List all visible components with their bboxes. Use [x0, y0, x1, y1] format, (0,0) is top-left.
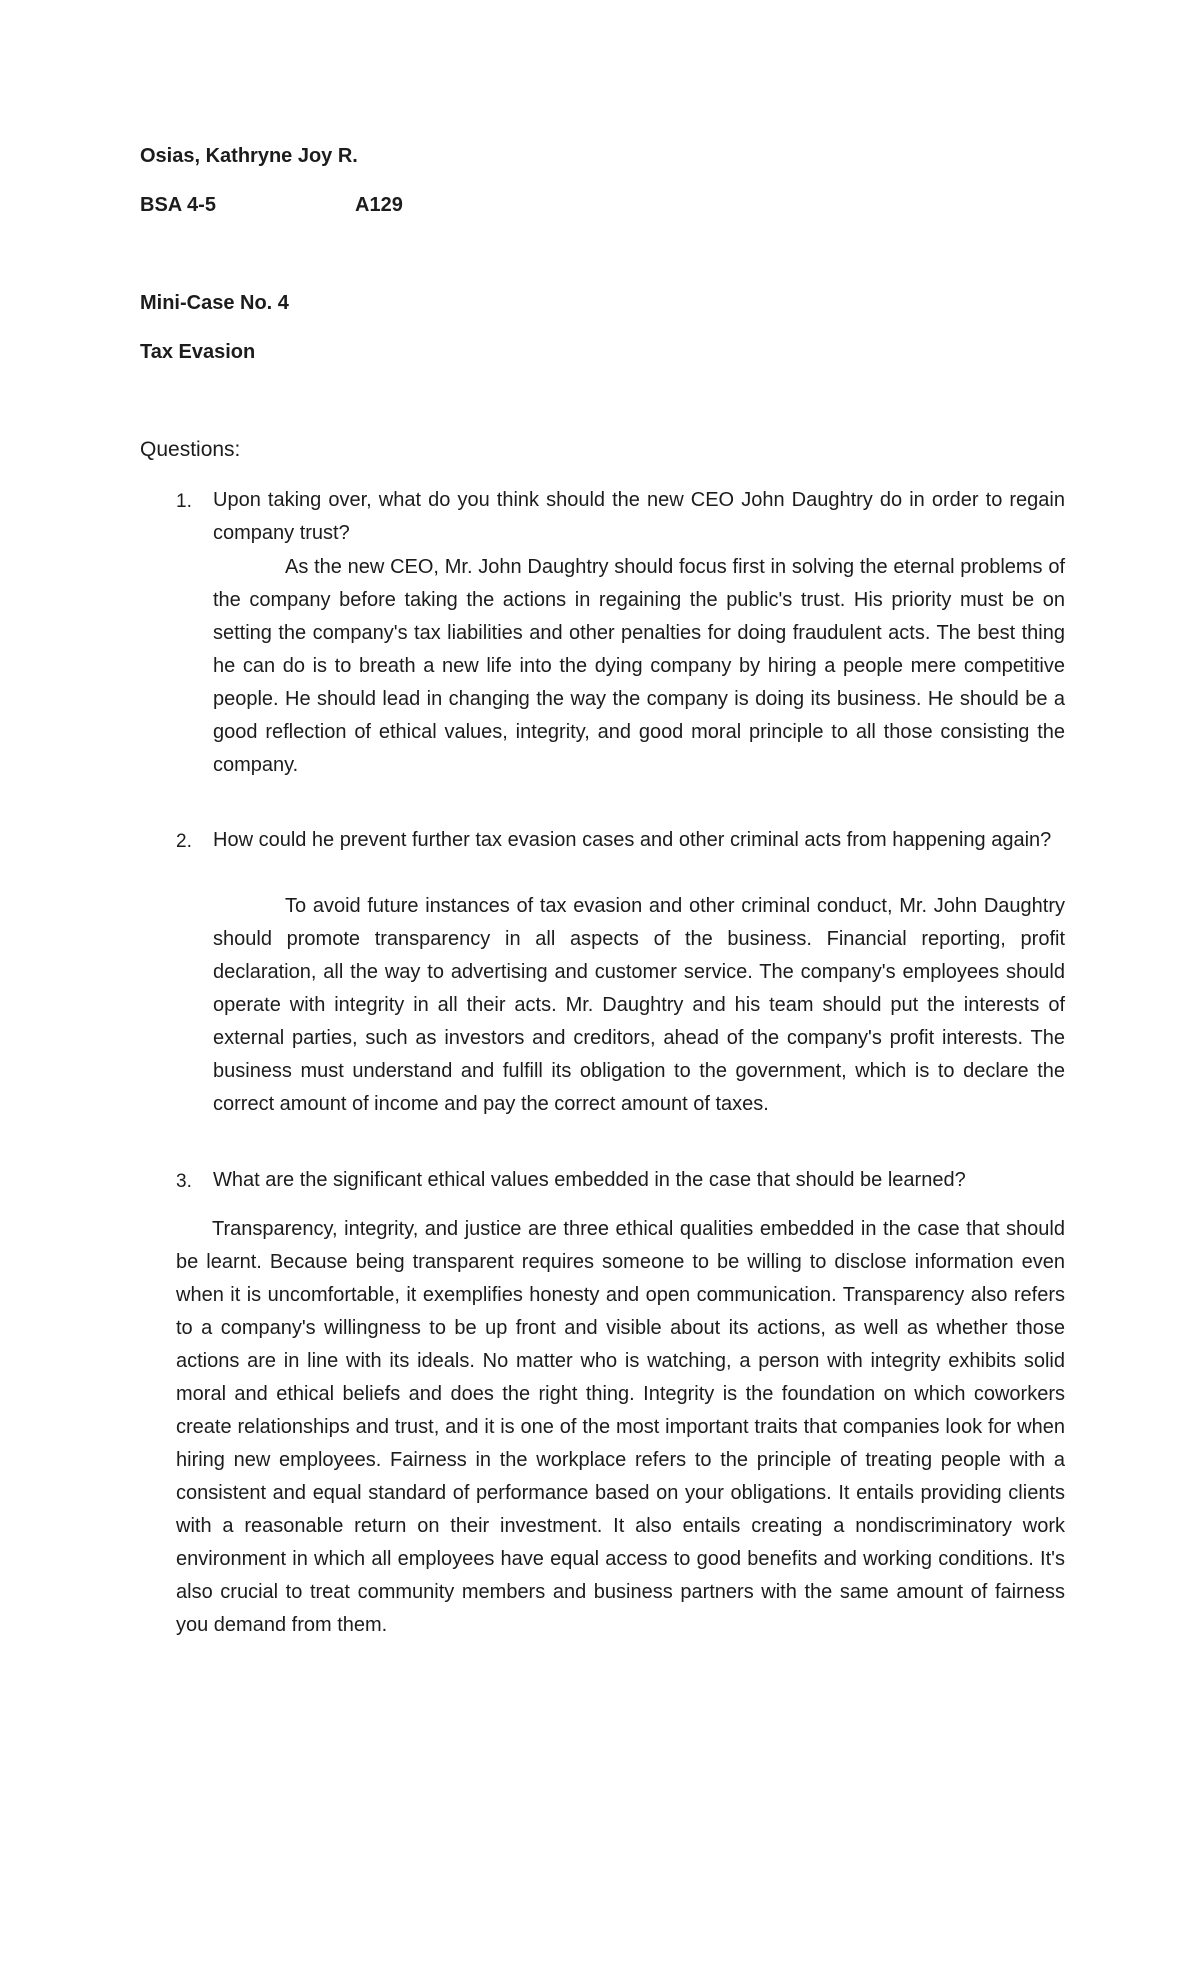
- answer-text: Transparency, integrity, and justice are three ethical qualities embedded in the case that should be learnt. Because being transparent requires someone to be willing to disclose information even when it is uncomfortable, it exemplifies honesty and open communication. Transparency also refers to a company's willingness to be up front and visible about its actions, as well as whether those actions are in line with its ideals. No matter who is watching, a person with integrity exhibits solid moral and ethical beliefs and does the right thing. Integrity is the foundation on which coworkers create relationships and trust, and it is one of the most important traits that companies look for when hiring new employees. Fairness in the workplace refers to the principle of treating people with a consistent and equal standard of performance based on your obligations. It entails providing clients with a reasonable return on their investment. It also entails creating a nondiscriminatory work environment in which all employees have equal access to good benefits and working conditions. It's also crucial to treat community members and business partners with the same amount of fairness you demand from them.: [176, 1218, 1065, 1636]
- question-text: How could he prevent further tax evasion cases and other criminal acts from happening again?: [213, 829, 1052, 851]
- case-number: Mini-Case No. 4: [140, 292, 289, 314]
- questions-heading: Questions:: [140, 438, 241, 461]
- student-name: Osias, Kathryne Joy R.: [140, 145, 358, 167]
- question-text: Upon taking over, what do you think should the new CEO John Daughtry do in order to regain company trust?: [213, 489, 1065, 544]
- case-title: Tax Evasion: [140, 341, 256, 363]
- question-number: 3.: [176, 1171, 192, 1192]
- question-number: 2.: [176, 831, 192, 852]
- question-number: 1.: [176, 491, 192, 512]
- student-code: A129: [355, 194, 403, 216]
- answer-text: To avoid future instances of tax evasion and other criminal conduct, Mr. John Daughtry should promote transparency in all aspects of the business. Financial reporting, profit declaration, all the way to advertising and customer service. The company's employees should operate with integrity in all their acts. Mr. Daughtry and his team should put the interests of external parties, such as investors and creditors, ahead of the company's profit interests. The business must understand and fulfill its obligation to the government, which is to declare the correct amount of income and pay the correct amount of taxes.: [213, 895, 1065, 1115]
- question-text: What are the significant ethical values embedded in the case that should be learned?: [213, 1169, 966, 1191]
- answer-text: As the new CEO, Mr. John Daughtry should focus first in solving the eternal problems of the company before taking the actions in regaining the public's trust. His priority must be on setting the company's tax liabilities and other penalties for doing fraudulent acts. The best thing he can do is to breath a new life into the dying company by hiring a people mere competitive people. He should lead in changing the way the company is doing its business. He should be a good reflection of ethical values, integrity, and good moral principle to all those consisting the company.: [213, 556, 1065, 776]
- student-section: BSA 4-5: [140, 194, 216, 216]
